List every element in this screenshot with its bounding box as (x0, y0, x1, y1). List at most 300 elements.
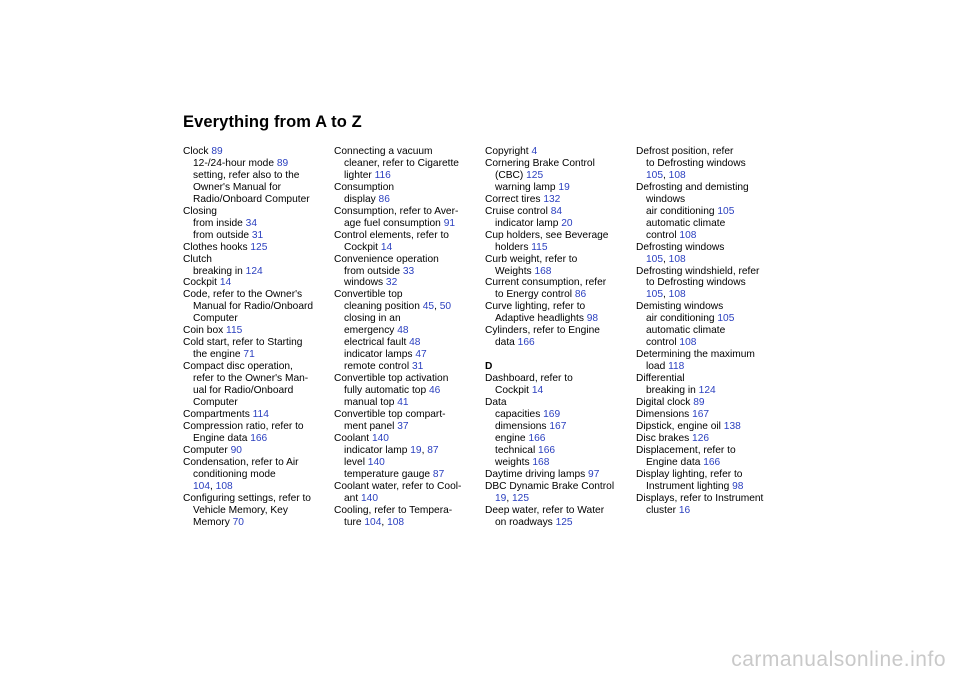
index-line (334, 242, 480, 254)
page-link[interactable]: 48 (397, 325, 409, 337)
index-line (636, 146, 782, 158)
page-link[interactable]: 108 (679, 337, 697, 349)
index-term: Owner's Manual for (193, 181, 282, 193)
index-term: lighter (344, 169, 375, 181)
index-line (334, 481, 480, 493)
index-entry (183, 289, 329, 325)
page-link[interactable]: 108 (679, 229, 697, 241)
page-link[interactable]: 90 (230, 444, 242, 456)
index-term: conditioning mode (193, 468, 276, 480)
page-link[interactable]: 167 (549, 420, 567, 432)
index-term: data (495, 337, 518, 349)
index-line (485, 301, 631, 313)
index-line (334, 230, 480, 242)
index-term: (CBC) (495, 169, 527, 181)
index-term: DBC Dynamic Brake Control (485, 480, 615, 492)
index-line (636, 397, 782, 409)
index-line (183, 277, 329, 289)
index-entry (183, 254, 329, 266)
index-column-1 (183, 146, 329, 529)
index-line (183, 373, 329, 385)
index-entry (485, 230, 631, 254)
page-link[interactable]: 14 (531, 385, 544, 397)
page-link[interactable]: 16 (678, 504, 691, 516)
index-subentry (334, 266, 480, 290)
index-section-letter: D (485, 361, 493, 373)
index-term: Adaptive headlights (495, 313, 587, 325)
index-term: ment panel (344, 420, 398, 432)
index-line (636, 325, 782, 337)
index-term: to Defrosting windows (646, 157, 746, 169)
page-link[interactable]: 87 (432, 468, 445, 480)
page-link[interactable]: 46 (428, 385, 441, 397)
index-line (334, 517, 480, 529)
page-link[interactable]: 19 (410, 444, 422, 456)
index-subentry (636, 206, 782, 242)
index-entry (636, 373, 782, 385)
index-line (485, 469, 631, 481)
page-link[interactable]: 32 (385, 277, 398, 289)
index-term: Dimensions (636, 408, 693, 420)
index-entry (183, 337, 329, 361)
index-entry (636, 349, 782, 373)
page-link[interactable]: 118 (668, 361, 685, 373)
page-link[interactable]: 14 (380, 241, 393, 253)
page-title: Everything from A to Z (183, 113, 362, 131)
index-line (636, 230, 782, 242)
index-entry (183, 206, 329, 218)
page-link[interactable]: 98 (732, 480, 744, 492)
index-line (183, 337, 329, 349)
index-line (183, 218, 329, 230)
index-line (636, 457, 782, 469)
page-link[interactable]: 105 (646, 169, 663, 181)
page-link[interactable]: 89 (693, 397, 705, 409)
index-term: electrical fault (344, 337, 410, 349)
index-entry (636, 397, 782, 409)
index-entry (334, 481, 480, 505)
index-entry (636, 445, 782, 469)
index-term: breaking in (193, 265, 246, 277)
index-entry (183, 409, 329, 421)
index-line (636, 206, 782, 218)
page-link[interactable]: 31 (251, 229, 264, 241)
index-entry (183, 146, 329, 158)
page-link[interactable]: 125 (512, 492, 530, 504)
page-link[interactable]: 166 (538, 444, 556, 456)
index-line (334, 469, 480, 481)
index-term: Engine data (646, 456, 704, 468)
index-subentry (334, 194, 480, 206)
index-term: control (646, 229, 680, 241)
index-term: Cup holders, see Beverage (485, 229, 609, 241)
page-link[interactable]: 114 (252, 408, 269, 420)
page-link[interactable]: 71 (243, 349, 255, 361)
index-term: to Energy control (495, 289, 575, 301)
index-term: Convertible top compart- (334, 408, 446, 420)
index-subentry (334, 301, 480, 373)
index-line (636, 182, 782, 194)
index-term: Cornering Brake Control (485, 157, 595, 169)
index-term: Instrument lighting (646, 480, 733, 492)
index-line (183, 469, 329, 481)
page-link[interactable]: 105 (646, 253, 663, 265)
index-line (485, 385, 631, 397)
index-term: Compression ratio, refer to (183, 420, 304, 432)
index-term: Configuring settings, refer to (183, 492, 311, 504)
index-line (183, 349, 329, 361)
index-entry (183, 445, 329, 457)
index-entry (485, 206, 631, 218)
index-term: age fuel consumption (344, 217, 444, 229)
index-term: engine (495, 432, 529, 444)
index-line (334, 146, 480, 158)
index-line (485, 421, 631, 433)
index-term: Display lighting, refer to (636, 468, 743, 480)
index-term: fully automatic top (344, 385, 429, 397)
page-link[interactable]: 86 (378, 193, 390, 205)
index-entry (485, 481, 631, 505)
index-line (183, 361, 329, 373)
index-term: on roadways (495, 516, 556, 528)
page-link[interactable]: 115 (226, 325, 243, 337)
index-term: the engine (193, 349, 244, 361)
index-line (636, 158, 782, 170)
index-line (485, 218, 631, 230)
index-entry (334, 373, 480, 385)
index-entry (636, 409, 782, 421)
index-line (485, 433, 631, 445)
index-term: Cylinders, refer to Engine (485, 325, 600, 337)
index-line (334, 361, 480, 373)
index-line (636, 433, 782, 445)
index-term: air conditioning (646, 205, 718, 217)
index-line (183, 481, 329, 493)
index-term: Differential (636, 373, 685, 385)
index-line (183, 254, 329, 266)
page-link[interactable]: 34 (245, 217, 257, 229)
index-term: Dashboard, refer to (485, 373, 573, 385)
index-line (334, 421, 480, 433)
index-term: indicator lamp (344, 444, 411, 456)
page-link[interactable]: 98 (586, 313, 599, 325)
index-term: temperature gauge (344, 468, 433, 480)
page-link[interactable]: 169 (543, 409, 561, 421)
index-line (636, 218, 782, 230)
index-entry (485, 373, 631, 397)
index-term: Displacement, refer to (636, 444, 736, 456)
index-line (183, 313, 329, 325)
page-link[interactable]: 108 (668, 289, 686, 301)
index-term: air conditioning (646, 313, 718, 325)
index-line (636, 242, 782, 254)
index-term: Cockpit (344, 241, 381, 253)
page-link[interactable]: 41 (397, 397, 409, 409)
page-link[interactable]: 84 (550, 205, 563, 217)
page-link[interactable]: 31 (411, 361, 424, 373)
index-entry (485, 277, 631, 301)
index-term: from outside (344, 265, 403, 277)
index-line (183, 409, 329, 421)
index-line (183, 170, 329, 182)
index-line (183, 301, 329, 313)
index-subentry (636, 385, 782, 397)
index-entry (636, 469, 782, 493)
page-link[interactable]: 50 (439, 301, 452, 313)
page-link[interactable]: 168 (534, 265, 552, 277)
index-line (636, 385, 782, 397)
page-link[interactable]: 108 (668, 169, 686, 181)
index-term: display (344, 193, 379, 205)
index-line (485, 373, 631, 385)
index-term: Daytime driving lamps (485, 468, 589, 480)
page-link[interactable]: 116 (374, 169, 391, 181)
page-link[interactable]: 108 (387, 516, 405, 528)
page-link[interactable]: 108 (215, 480, 233, 492)
index-entry (334, 254, 480, 266)
page-link[interactable]: 138 (723, 420, 741, 432)
index-line (183, 397, 329, 409)
index-entry (485, 194, 631, 206)
index-term: Cockpit (495, 385, 532, 397)
page-link[interactable]: 37 (397, 420, 409, 432)
index-term: Clothes hooks (183, 241, 251, 253)
index-term: breaking in (646, 385, 699, 397)
index-entry (334, 230, 480, 254)
page-link[interactable]: 4 (531, 146, 538, 157)
index-line (485, 325, 631, 337)
index-entry (485, 254, 631, 278)
index-term: Coolant (334, 432, 372, 444)
page-link[interactable]: 14 (219, 277, 232, 289)
index-subentry (334, 385, 480, 409)
page-link[interactable]: 166 (250, 432, 268, 444)
page-link[interactable]: 124 (698, 385, 716, 397)
page-link[interactable]: 124 (245, 265, 263, 277)
index-term: emergency (344, 325, 398, 337)
page-separator: , (663, 169, 669, 181)
index-term: Consumption (334, 181, 395, 193)
index-line (183, 517, 329, 529)
index-line (183, 385, 329, 397)
index-term: Deep water, refer to Water (485, 504, 605, 516)
page-link[interactable]: 168 (532, 456, 550, 468)
watermark: carmanualsonline.info (731, 648, 946, 671)
index-term: cleaning position (344, 301, 423, 313)
page-separator: , (210, 480, 216, 492)
index-line (636, 301, 782, 313)
index-term: Clock (183, 146, 212, 157)
index-line (485, 397, 631, 409)
index-term: automatic climate (646, 217, 726, 229)
index-term: Demisting windows (636, 301, 724, 313)
page-link[interactable]: 70 (232, 516, 244, 528)
index-line (636, 469, 782, 481)
index-line (183, 421, 329, 433)
page-link[interactable]: 140 (361, 492, 378, 504)
index-line (183, 242, 329, 254)
index-term: indicator lamp (495, 217, 562, 229)
index-term: dimensions (495, 420, 550, 432)
page-link[interactable]: 105 (646, 289, 663, 301)
index-line (334, 266, 480, 278)
page-link[interactable]: 140 (367, 456, 385, 468)
page-link[interactable]: 104 (193, 480, 210, 492)
index-entry (183, 421, 329, 445)
index-term: refer to the Owner's Man- (193, 373, 309, 385)
index-subentry (636, 313, 782, 349)
index-line (636, 266, 782, 278)
index-term: control (646, 337, 680, 349)
page-separator: , (506, 492, 513, 504)
index-term: Cooling, refer to Tempera- (334, 504, 453, 516)
index-term: Condensation, refer to Air (183, 456, 299, 468)
index-term: Connecting a vacuum (334, 146, 433, 157)
index-line (636, 254, 782, 266)
index-term: Copyright (485, 146, 532, 157)
index-line (183, 445, 329, 457)
index-line (485, 170, 631, 182)
index-line (485, 505, 631, 517)
index-term: Radio/Onboard Computer (193, 193, 310, 205)
index-term: Code, refer to the Owner's (183, 289, 303, 301)
index-entry (183, 242, 329, 254)
index-term: Vehicle Memory, Key (193, 504, 288, 516)
index-column-2 (334, 146, 480, 529)
index-term: 12-/24-hour mode (193, 157, 277, 169)
index-line (485, 242, 631, 254)
index-term: holders (495, 241, 532, 253)
index-term: technical (495, 444, 539, 456)
index-term: ual for Radio/Onboard (193, 385, 294, 397)
index-term: windows (344, 277, 386, 289)
index-line (334, 385, 480, 397)
index-term: Cockpit (183, 277, 220, 289)
page-link[interactable]: 166 (517, 337, 535, 349)
index-line (183, 325, 329, 337)
index-line (334, 206, 480, 218)
index-entry (636, 433, 782, 445)
index-term: remote control (344, 361, 412, 373)
page-link[interactable]: 19 (558, 181, 570, 193)
index-line (334, 182, 480, 194)
page-link[interactable]: 125 (555, 516, 573, 528)
index-term: Compartments (183, 408, 253, 420)
page-link[interactable]: 115 (531, 241, 548, 253)
index-term: Memory (193, 516, 233, 528)
page-link[interactable]: 104 (364, 516, 382, 528)
page-link[interactable]: 48 (409, 337, 421, 349)
page-link[interactable]: 97 (588, 468, 600, 480)
index-term: closing in an (344, 313, 401, 325)
page-link[interactable]: 125 (526, 169, 544, 181)
index-term: to Defrosting windows (646, 277, 746, 289)
page-link[interactable]: 166 (703, 456, 721, 468)
page-link[interactable]: 89 (276, 157, 289, 169)
index-line (334, 301, 480, 313)
page-link[interactable]: 167 (692, 408, 710, 420)
index-entry (636, 266, 782, 302)
page-separator: , (663, 289, 669, 301)
index-line (636, 170, 782, 182)
index-term: Defrost position, refer (636, 146, 734, 157)
index-line (636, 445, 782, 457)
page-link[interactable]: 91 (443, 217, 456, 229)
index-line (183, 493, 329, 505)
index-line (636, 409, 782, 421)
index-line (334, 313, 480, 325)
index-entry (636, 182, 782, 206)
index-term: from outside (193, 229, 252, 241)
index-entry (636, 301, 782, 313)
index-line (334, 254, 480, 266)
page-link[interactable]: 126 (692, 432, 710, 444)
index-term: Computer (183, 444, 231, 456)
index-term: Coin box (183, 325, 227, 337)
page-link[interactable]: 19 (495, 492, 507, 504)
index-line (636, 349, 782, 361)
index-line (334, 349, 480, 361)
index-subentry (183, 218, 329, 242)
page-link[interactable]: 132 (543, 193, 561, 205)
page-link[interactable]: 105 (717, 205, 735, 217)
index-term: indicator lamps (344, 349, 416, 361)
index-line (636, 361, 782, 373)
index-term: manual top (344, 397, 398, 409)
index-subentry (485, 409, 631, 469)
index-term: Defrosting windshield, refer (636, 265, 760, 277)
index-line (183, 457, 329, 469)
index-term: automatic climate (646, 325, 726, 337)
index-line (636, 481, 782, 493)
page-link[interactable]: 47 (415, 349, 427, 361)
page-link[interactable]: 166 (528, 432, 546, 444)
index-line (334, 397, 480, 409)
index-line (334, 277, 480, 289)
index-line (485, 517, 631, 529)
index-line (334, 433, 480, 445)
index-line (636, 194, 782, 206)
page-link[interactable]: 45 (422, 301, 435, 313)
index-line (485, 481, 631, 493)
index-line (183, 182, 329, 194)
index-term: Clutch (183, 253, 212, 265)
page-link[interactable]: 140 (371, 432, 389, 444)
index-line (334, 373, 480, 385)
index-line (334, 493, 480, 505)
page-link[interactable]: 108 (668, 253, 686, 265)
page-link[interactable]: 87 (427, 444, 439, 456)
page-link[interactable]: 125 (250, 241, 268, 253)
page-separator: , (381, 516, 388, 528)
index-line (636, 421, 782, 433)
index-line (334, 289, 480, 301)
page-link[interactable]: 105 (717, 313, 735, 325)
index-line (636, 505, 782, 517)
index-line (334, 337, 480, 349)
page-separator: , (434, 301, 440, 313)
page-link[interactable]: 20 (561, 217, 573, 229)
page-link[interactable]: 33 (402, 265, 415, 277)
index-term: Data (485, 397, 507, 409)
index-term: Determining the maximum (636, 349, 755, 361)
index-entry (334, 409, 480, 433)
index-subentry (183, 158, 329, 206)
page-link[interactable]: 89 (211, 146, 223, 157)
page-separator: , (421, 444, 428, 456)
index-subentry (334, 445, 480, 481)
page-link[interactable]: 86 (574, 289, 587, 301)
